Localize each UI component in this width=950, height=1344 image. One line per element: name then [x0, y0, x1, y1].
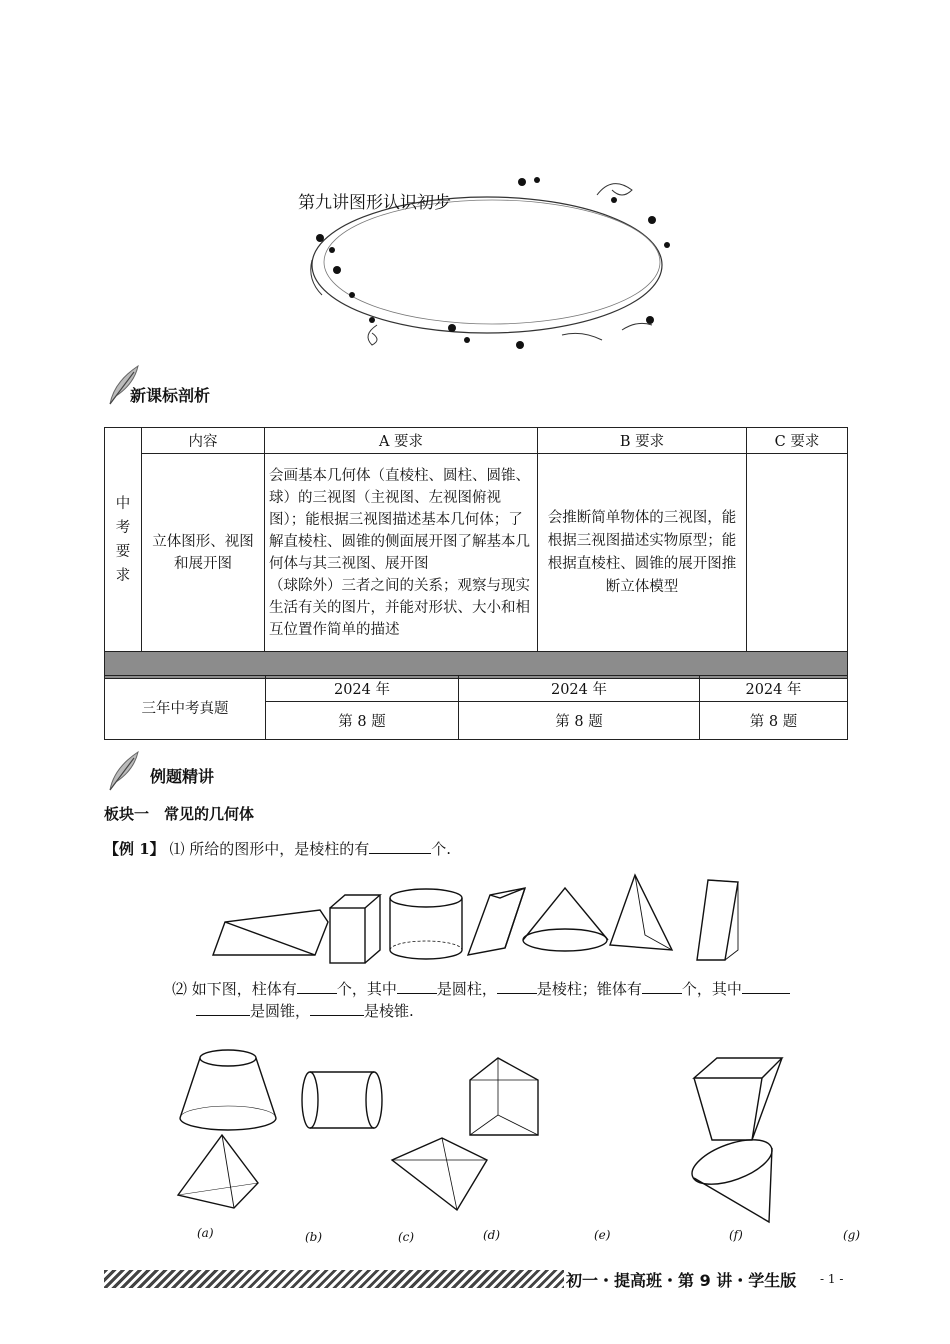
- cell-c: [747, 454, 848, 652]
- side-label-cell: [105, 428, 142, 652]
- cell-a-part1: 会画基本几何体（直棱柱、圆柱、圆锥、球）的三视图（主视图、左视图俯视图）；能根据三视图描述基本几何体；了解直棱柱、圆锥的侧面展开图了解基本几何体与其三视图、展开图: [269, 467, 530, 572]
- q2-text: 个，其中: [336, 980, 397, 998]
- q1-number: ⑴: [169, 840, 185, 858]
- answer-blank: [297, 979, 337, 994]
- cell-b: 会推断简单物体的三视图，能根据三视图描述实物原型；能根据直棱柱、圆锥的展开图推断立体模型: [538, 454, 747, 652]
- answer-blank: [196, 1001, 250, 1016]
- answer-blank: [369, 839, 431, 854]
- q1-text-b: 个.: [431, 840, 452, 858]
- exam-question-3: 第 8 题: [700, 702, 848, 740]
- exam-year-1: 2024 年: [266, 676, 459, 702]
- exam-label: 三年中考真题: [105, 676, 266, 740]
- requirements-table: [104, 427, 848, 679]
- header-content: 内容: [142, 428, 265, 454]
- q2-text: 如下图，柱体有: [191, 980, 297, 998]
- header-c: C 要求: [747, 428, 848, 454]
- figure-label-b: (b): [305, 1230, 323, 1244]
- answer-blank: [497, 979, 537, 994]
- answer-blank: [397, 979, 437, 994]
- figure-row-1-solids: [205, 870, 750, 970]
- header-a: A 要求: [265, 428, 538, 454]
- cell-a-part2: （球除外）三者之间的关系；观察与现实生活有关的图片，并能对形状、大小和相互位置作简单的描述: [269, 577, 530, 638]
- example1-q2: [172, 978, 852, 1022]
- q2-text: 是圆锥，: [250, 1002, 311, 1020]
- section-heading-examples: 例题精讲: [150, 767, 215, 786]
- figure-label-c: (c): [398, 1230, 415, 1244]
- footer-hatch-bar: [104, 1270, 564, 1288]
- exam-year-3: 2024 年: [700, 676, 848, 702]
- figure-label-f: (f): [729, 1228, 743, 1242]
- answer-blank: [742, 979, 790, 994]
- q2-text: 是棱锥.: [364, 1002, 414, 1020]
- exam-question-1: 第 8 题: [266, 702, 459, 740]
- answer-blank: [642, 979, 682, 994]
- page-title: 第九讲图形认识初步: [298, 193, 451, 213]
- example-tag: 【例 1】: [104, 840, 165, 858]
- q2-text: 是圆柱，: [436, 980, 497, 998]
- cell-content: 立体图形、视图和展开图: [142, 454, 265, 652]
- exam-question-2: 第 8 题: [459, 702, 700, 740]
- side-char: 求: [115, 567, 131, 584]
- q2-text: 个，其中: [681, 980, 742, 998]
- side-char: 考: [115, 519, 131, 536]
- block-heading: 板块一 常见的几何体: [104, 805, 255, 823]
- figure-label-a: (a): [197, 1226, 214, 1240]
- figure-label-d: (d): [483, 1228, 501, 1242]
- answer-blank: [310, 1001, 364, 1016]
- feather-icon: [104, 748, 144, 792]
- footer-course-label: 初一・提高班・第 9 讲・学生版: [566, 1271, 797, 1290]
- q2-text: 是棱柱；锥体有: [536, 980, 642, 998]
- figure-row-2-solids: [172, 1040, 792, 1225]
- q1-text-a: 所给的图形中，是棱柱的有: [189, 840, 370, 858]
- side-char: 中: [115, 495, 131, 512]
- exam-table: [104, 675, 848, 740]
- figure-label-g: (g): [843, 1228, 861, 1242]
- exam-year-2: 2024 年: [459, 676, 700, 702]
- side-char: 要: [115, 543, 131, 560]
- figure-label-e: (e): [594, 1228, 611, 1242]
- header-b: B 要求: [538, 428, 747, 454]
- cell-a: [265, 454, 538, 652]
- footer-page-number: - 1 -: [820, 1272, 844, 1286]
- example1-q1: [104, 838, 451, 859]
- section-heading-curriculum: 新课标剖析: [130, 386, 211, 405]
- q2-number: ⑵: [172, 980, 188, 998]
